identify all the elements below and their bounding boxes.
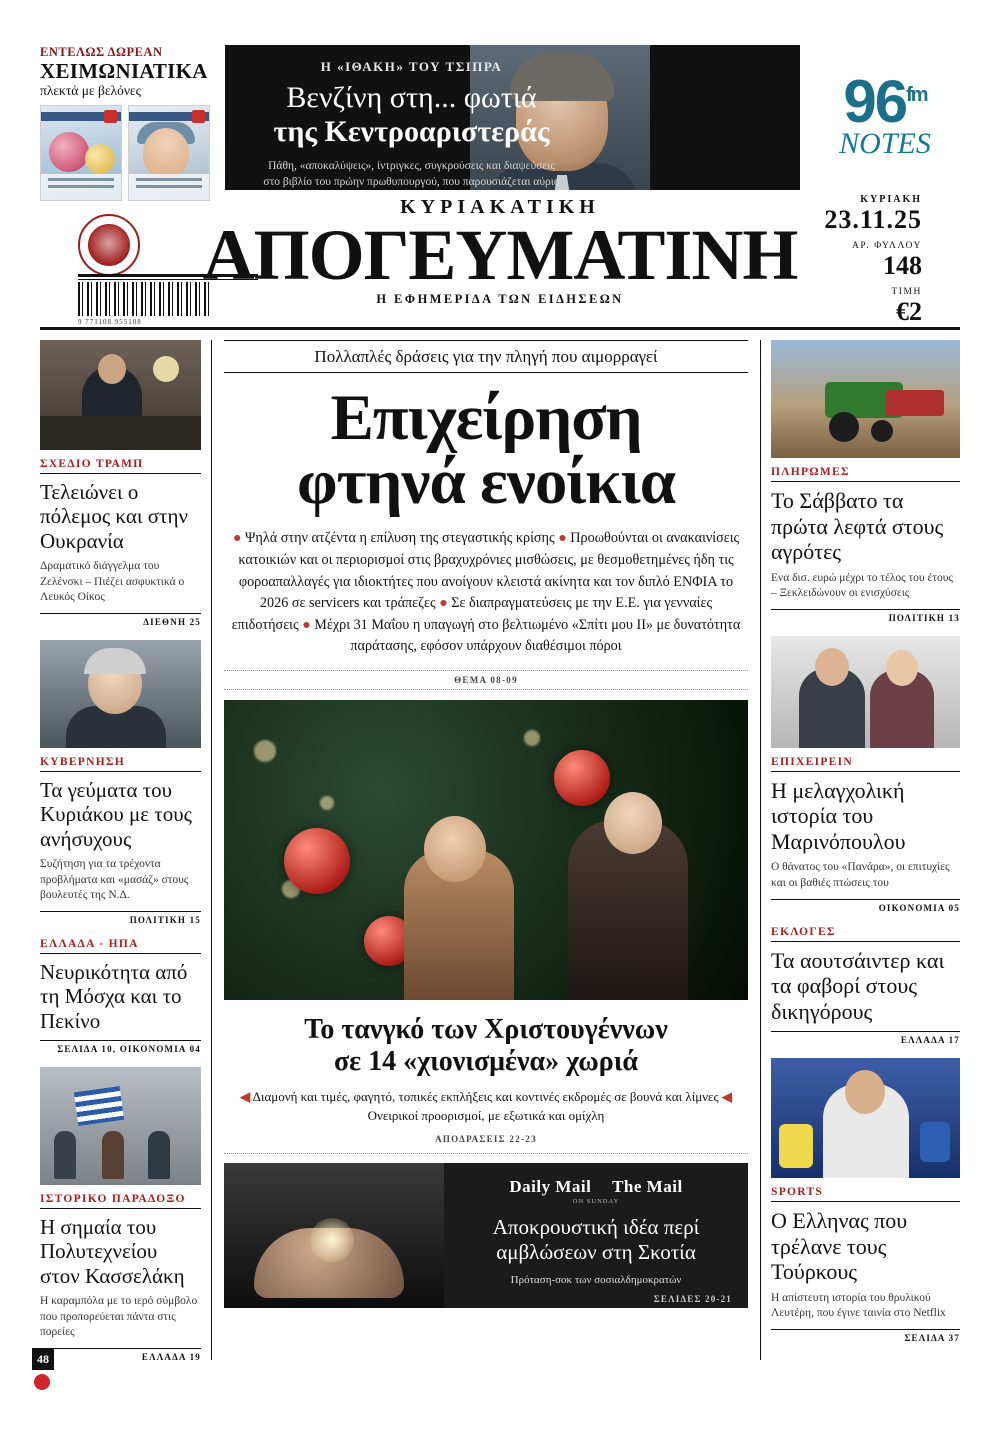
lead-bullets <box>224 518 748 657</box>
tractor-field-photo <box>771 340 960 458</box>
bullet-dot-icon: ● <box>302 616 311 633</box>
right-story-4-kicker: SPORTS <box>771 1186 960 1202</box>
right-story-2[interactable] <box>771 636 960 913</box>
left-story-1[interactable] <box>40 340 201 627</box>
left-story-2-body: Συζήτηση για τα τρέχοντα προβλήματα και «μασάζ» στους βουλευτές της Ν.Δ. <box>40 858 189 902</box>
polytechnic-flag-photo <box>40 1067 201 1185</box>
magazine-cover-2 <box>128 105 210 201</box>
left-story-4-body: Η καραμπόλα με το ιερό σύμβολο που προπορεύεται πάντα στις πορείες <box>40 1295 198 1339</box>
lead-overline: Πολλαπλές δράσεις για την πληγή που αιμορραγεί <box>224 340 748 373</box>
secondary-headline-line1: Το τανγκό των Χριστουγέννων <box>304 1013 668 1045</box>
lead-headline <box>224 382 748 518</box>
left-story-2-reference: ΠΟΛΙΤΙΚΗ 15 <box>40 911 201 925</box>
left-story-2-kicker: ΚΥΒΕΡΝΗΣΗ <box>40 756 201 772</box>
right-story-3[interactable] <box>771 926 960 1046</box>
right-story-1-kicker: ΠΛΗΡΩΜΕΣ <box>771 466 960 482</box>
left-story-4-kicker: ΙΣΤΟΡΙΚΟ ΠΑΡΑΔΟΞΟ <box>40 1193 201 1209</box>
knitting-promo[interactable] <box>40 45 215 190</box>
left-column <box>40 340 212 1360</box>
right-column <box>760 340 960 1360</box>
newspaper-emblem-icon <box>78 214 140 276</box>
banner-headline <box>253 81 570 148</box>
promo-headline-line2: αμβλώσεων στη Σκοτία <box>496 1239 696 1264</box>
divider <box>224 1153 748 1154</box>
right-story-4-headline: Ο Ελληνας που τρέλανε τους Τούρκους <box>771 1208 908 1285</box>
promo-covers <box>40 105 215 201</box>
secondary-bullet-2: Ονειρικοί προορισμοί, με εξωτικά και ομίχλη <box>367 1108 605 1124</box>
left-story-2-headline: Τα γεύματα του Κυριάκου με τους ανήσυχους <box>40 777 192 851</box>
masthead-date: 23.11.25 <box>824 205 922 234</box>
barcode <box>78 282 213 316</box>
football-fans-photo <box>771 1058 960 1178</box>
left-story-3-kicker: ΕΛΛΑΔΑ - ΗΠΑ <box>40 938 201 954</box>
banner-headline-line2: της Κεντροαριστεράς <box>273 114 550 148</box>
banner-blurb-line2: στο βιβλίο του πρώην πρωθυπουργού, που παρουσιάζεται αύριο <box>263 176 560 189</box>
secondary-reference: ΑΠΟΔΡΑΣΕΙΣ 22-23 <box>435 1133 537 1144</box>
right-story-4[interactable] <box>771 1058 960 1343</box>
lead-headline-line1: Επιχείρηση <box>330 382 642 454</box>
masthead-meta <box>824 194 922 327</box>
logo-the-mail: The Mail <box>612 1176 683 1196</box>
hands-holding-light-photo <box>224 1163 444 1308</box>
page-number: 48 <box>32 1348 54 1370</box>
radio-brand: ΝΟΤΕS <box>839 126 931 160</box>
bullet-dot-icon: ◀ <box>240 1088 251 1104</box>
fm-label: fm <box>906 83 927 106</box>
top-promo-strip <box>40 0 960 190</box>
bullet-dot-icon: ● <box>232 530 242 547</box>
banner-kicker: Η «ΙΘΑΚΗ» ΤΟΥ ΤΣΙΠΡΑ <box>320 59 503 74</box>
secondary-headline-line2: σε 14 «χιονισμένα» χωριά <box>333 1045 639 1077</box>
right-story-4-body: Η απίστευτη ιστορία του θρυλικού Λευτέρη, που έγινε ταινία στο Netflix <box>771 1291 946 1320</box>
bullet-dot-icon: ◀ <box>721 1088 732 1104</box>
tsipras-book-banner[interactable] <box>225 45 800 190</box>
promo-headline <box>460 1215 732 1265</box>
lead-bullet-3: Σε διαπραγματεύσεις με την Ε.Ε. για γενναίες επιδοτήσεις <box>231 595 713 633</box>
zelensky-office-photo <box>40 340 201 450</box>
masthead <box>40 190 960 330</box>
logo-daily-mail: Daily Mail <box>509 1176 592 1196</box>
bullet-dot-icon: ● <box>558 530 567 547</box>
right-story-3-kicker: ΕΚΛΟΓΕΣ <box>771 926 960 942</box>
banner-blurb <box>253 158 570 190</box>
right-story-4-reference: ΣΕΛΙΔΑ 37 <box>771 1329 960 1343</box>
right-story-3-reference: ΕΛΛΑΔΑ 17 <box>771 1031 960 1045</box>
right-story-1-body: Ενα δισ. ευρώ μέχρι το τέλος του έτους – Ξεκλειδώνουν οι ενισχύσεις <box>771 571 953 600</box>
secondary-bullets <box>224 1087 748 1126</box>
right-story-2-reference: ΟΙΚΟΝΟΜΙΑ 05 <box>771 899 960 913</box>
left-story-4[interactable] <box>40 1067 201 1362</box>
left-story-3-reference: ΣΕΛΙΔΑ 10, ΟΙΚΟΝΟΜΙΑ 04 <box>40 1040 201 1054</box>
masthead-kyriakatiki: ΚΥΡΙΑΚΑΤΙΚΗ <box>400 196 600 218</box>
promo-free-label: ΕΝΤΕΛΩΣ ΔΩΡΕΑΝ <box>40 45 163 59</box>
lead-headline-line2: φτηνά ενοίκια <box>297 445 675 518</box>
promo-title: ΧΕΙΜΩΝΙΑΤΙΚΑ <box>40 59 208 83</box>
couple-portrait-photo <box>771 636 960 748</box>
right-story-3-headline: Τα αουτσάιντερ και τα φαβορί στους δικηγόρους <box>771 947 945 1024</box>
daily-mail-promo[interactable] <box>224 1163 748 1308</box>
right-story-1-reference: ΠΟΛΙΤΙΚΗ 13 <box>771 609 960 623</box>
masthead-day: ΚΥΡΙΑΚΗ <box>860 194 922 205</box>
left-story-1-reference: ΔΙΕΘΝΗ 25 <box>40 613 201 627</box>
price-value: €2 <box>896 297 922 326</box>
left-story-3[interactable] <box>40 938 201 1054</box>
left-story-1-body: Δραματικό διάγγελμα του Ζελένσκι – Πιέζει ασφυκτικά ο Λευκός Οίκος <box>40 560 185 604</box>
lead-bullet-1: Ψηλά στην ατζέντα η επίλυση της στεγαστικής κρίσης <box>244 530 555 547</box>
issue-label: ΑΡ. ΦΥΛΛΟΥ <box>851 241 922 251</box>
secondary-bullet-1: Διαμονή και τιμές, φαγητό, τοπικές εκπλήξεις και κοντινές εκδρομές σε βουνά και λίμνες <box>252 1088 719 1104</box>
right-story-2-body: Ο θάνατος του «Πανάρα», οι επιτυχίες και οι βαθιές πτώσεις του <box>771 861 950 889</box>
content-grid <box>40 340 960 1360</box>
masthead-subtitle: Η ΕΦΗΜΕΡΙΔΑ ΤΩΝ ΕΙΔΗΣΕΩΝ <box>376 292 624 306</box>
barcode-number: 9 771108 955108 <box>78 318 142 326</box>
right-story-2-kicker: ΕΠΙΧΕΙΡΕΙΝ <box>771 756 960 772</box>
secondary-headline <box>224 1014 748 1078</box>
main-column <box>212 340 760 1360</box>
christmas-tree-family-photo <box>224 700 748 1000</box>
right-story-2-headline: Η μελαγχολική ιστορία του Μαρινόπουλου <box>771 777 906 854</box>
red-dot-icon <box>34 1374 50 1390</box>
mitsotakis-photo <box>40 640 201 748</box>
lead-bullet-4: Μέχρι 31 Μαΐου η υπαγωγή στο βελτιωμένο «Σπίτι μου ΙΙ» με δυνατότητα παράτασης, εφόσον υπάρχουν διαθέσιμοι πόροι <box>314 616 741 655</box>
promo-subtitle: πλεκτά με βελόνες <box>40 83 141 99</box>
banner-headline-line1: Βενζίνη στη... φωτιά <box>286 81 537 114</box>
promo-headline-line1: Αποκρουστική ιδέα περί <box>492 1214 700 1239</box>
magazine-cover-1 <box>40 105 122 201</box>
radio-frequency: $96^{fm}$ <box>843 67 927 135</box>
left-story-1-kicker: ΣΧΕΔΙΟ ΤΡΑΜΠ <box>40 458 201 474</box>
right-story-1[interactable] <box>771 340 960 623</box>
left-story-1-headline: Τελειώνει ο πόλεμος και στην Ουκρανία <box>40 480 188 553</box>
radio-96-logo[interactable] <box>810 45 960 190</box>
lead-bullet-2: Προωθούνται οι ανακαινίσεις κατοικιών και οι περιορισμοί στις βραχυχρόνιες μισθώσεις, με θεσμοθετημένες ήδη τις φοροαπαλλαγές για ιδιοκτήτες που ανοίγουν κλειστά ακίνητα και τον διπλό ΕΝΦΙΑ το 2026 σε servicers και τράπεζες <box>238 530 740 612</box>
banner-blurb-line1: Πάθη, «αποκαλύψεις», ίντριγκες, συγκρούσεις και διαψεύσεις <box>268 160 555 173</box>
left-story-4-reference: ΕΛΛΑΔΑ 19 <box>40 1348 201 1362</box>
left-story-4-headline: Η σημαία του Πολυτεχνείου στον Κασσελάκη <box>40 1214 185 1288</box>
promo-sub: Πρόταση-σοκ των σοσιαλδημοκρατών <box>510 1274 682 1287</box>
right-story-1-headline: Το Σάββατο τα πρώτα λεφτά στους αγρότες <box>771 488 944 565</box>
lead-reference: ΘΕΜΑ 08-09 <box>224 670 748 690</box>
promo-reference: ΣΕΛΙΔΕΣ 20-21 <box>653 1294 732 1305</box>
price-label: ΤΙΜΗ <box>891 287 922 297</box>
issue-number: 148 <box>883 251 922 280</box>
logo-tiny-label: ON SUNDAY <box>572 1197 620 1205</box>
bullet-dot-icon: ● <box>439 595 448 612</box>
left-story-2[interactable] <box>40 640 201 925</box>
left-story-3-headline: Νευρικότητα από τη Μόσχα και το Πεκίνο <box>40 959 188 1033</box>
page-title: ΑΠΟΓΕΥΜΑΤΙΝΗ <box>202 215 798 295</box>
daily-mail-logos <box>460 1177 732 1197</box>
